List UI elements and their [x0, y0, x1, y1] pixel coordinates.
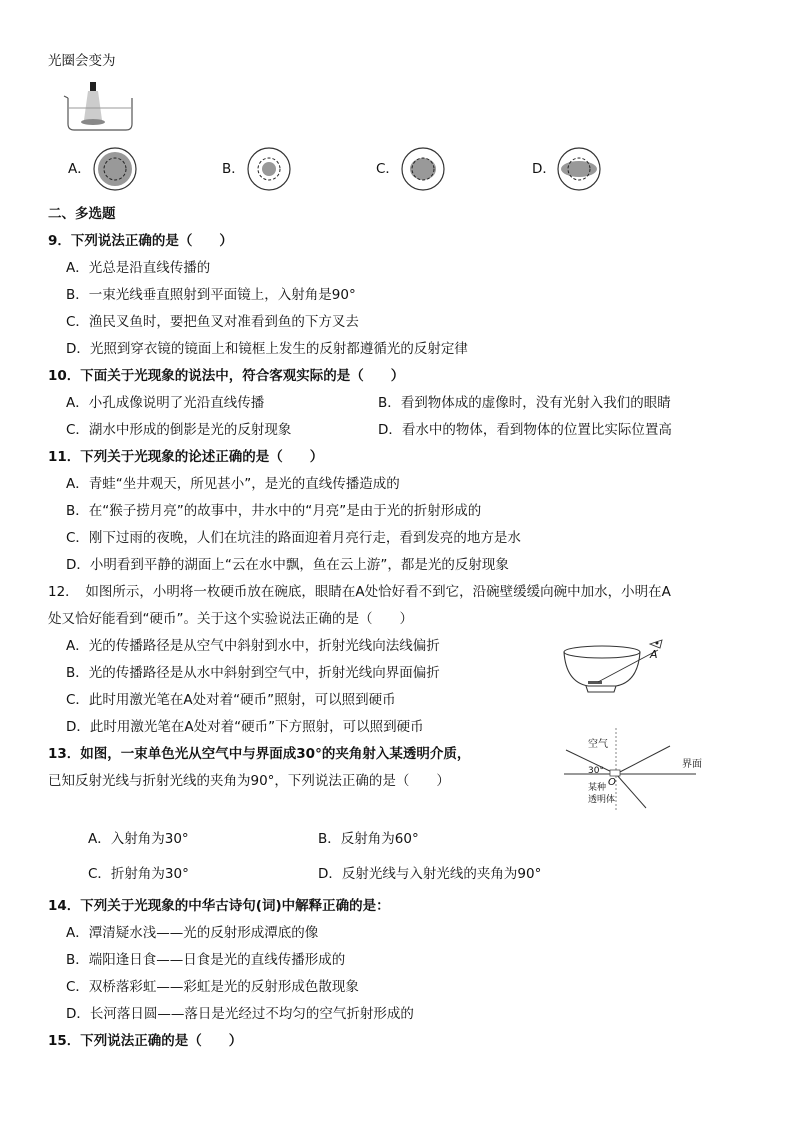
q12-option-a: A．光的传播路径是从空气中斜射到水中，折射光线向法线偏折: [66, 638, 440, 654]
q11-option-d: D．小明看到平静的湖面上“云在水中飘，鱼在云上游”，都是光的反射现象: [66, 557, 509, 573]
q9-option-b: B．一束光线垂直照射到平面镜上，入射角是90°: [66, 287, 356, 303]
aperture-option-d: [556, 146, 602, 192]
q10-stem: 10．下面关于光现象的说法中，符合客观实际的是（ ）: [48, 368, 405, 384]
q11-stem: 11．下列关于光现象的论述正确的是（ ）: [48, 449, 324, 465]
q15-stem: 15．下列说法正确的是（ ）: [48, 1033, 243, 1049]
q11-option-a: A．青蛙“坐井观天，所见甚小”，是光的直线传播造成的: [66, 476, 400, 492]
aperture-option-b: [246, 146, 292, 192]
option-label-a: A．: [68, 161, 91, 177]
q11-option-c: C．刚下过雨的夜晚，人们在坑洼的路面迎着月亮行走，看到发亮的地方是水: [66, 530, 521, 546]
aperture-option-c: [400, 146, 446, 192]
figure-label-angle: 30°: [588, 766, 604, 776]
q9-option-a: A．光总是沿直线传播的: [66, 260, 211, 276]
figure-label-point: O: [608, 777, 616, 788]
q14-option-d: D．长河落日圆——落日是光经过不均匀的空气折射形成的: [66, 1006, 414, 1022]
q12-option-c: C．此时用激光笔在A处对着“硬币”照射，可以照到硬币: [66, 692, 396, 708]
q14-option-a: A．潭清疑水浅——光的反射形成潭底的像: [66, 925, 319, 941]
q10-option-d: D．看水中的物体，看到物体的位置比实际位置高: [378, 422, 672, 438]
option-label-b: B．: [222, 161, 245, 177]
q14-stem: 14．下列关于光现象的中华古诗句(词)中解释正确的是：: [48, 898, 390, 914]
option-label-c: C．: [376, 161, 399, 177]
q14-option-b: B．端阳逢日食——日食是光的直线传播形成的: [66, 952, 346, 968]
bowl-coin-figure: [558, 632, 678, 694]
q13-option-d: D．反射光线与入射光线的夹角为90°: [318, 866, 542, 882]
figure-label-medium-1: 某种: [588, 783, 607, 793]
q13-stem-line2: 已知反射光线与折射光线的夹角为90°，下列说法正确的是（ ）: [48, 773, 450, 789]
q10-option-c: C．湖水中形成的倒影是光的反射现象: [66, 422, 292, 438]
q14-option-c: C．双桥落彩虹——彩虹是光的反射形成色散现象: [66, 979, 359, 995]
aperture-option-a: [92, 146, 138, 192]
q13-stem-line1: 13．如图，一束单色光从空气中与界面成30°的夹角射入某透明介质，: [48, 746, 471, 762]
beaker-lamp-figure: [64, 80, 136, 132]
q13-option-c: C．折射角为30°: [88, 866, 189, 882]
q12-option-b: B．光的传播路径是从水中斜射到空气中，折射光线向界面偏折: [66, 665, 440, 681]
figure-label-interface: 界面: [682, 759, 702, 770]
q13-option-a: A．入射角为30°: [88, 831, 189, 847]
figure-label-medium-2: 透明体: [588, 795, 616, 805]
q11-option-b: B．在“猴子捞月亮”的故事中，井水中的“月亮”是由于光的折射形成的: [66, 503, 482, 519]
q10-option-b: B．看到物体成的虚像时，没有光射入我们的眼睛: [378, 395, 671, 411]
q9-option-c: C．渔民叉鱼时，要把鱼叉对准看到鱼的下方叉去: [66, 314, 359, 330]
option-label-d: D．: [532, 161, 556, 177]
q12-stem-line1: 12． 如图所示，小明将一枚硬币放在碗底，眼睛在A处恰好看不到它，沿碗壁缓缓向碗中加水，小明在A: [48, 584, 671, 600]
figure-label-air: 空气: [588, 739, 608, 750]
q12-option-d: D．此时用激光笔在A处对着“硬币”下方照射，可以照到硬币: [66, 719, 424, 735]
section-title: 二、多选题: [48, 206, 116, 222]
question-lead-text: 光圈会变为: [48, 53, 116, 69]
q9-stem: 9．下列说法正确的是（ ）: [48, 233, 233, 249]
bowl-figure-label-a: A: [650, 648, 658, 661]
q13-option-b: B．反射角为60°: [318, 831, 419, 847]
q12-stem-line2: 处又恰好能看到“硬币”。关于这个实验说法正确的是（ ）: [48, 611, 413, 627]
q10-option-a: A．小孔成像说明了光沿直线传播: [66, 395, 265, 411]
q9-option-d: D．光照到穿衣镜的镜面上和镜框上发生的反射都遵循光的反射定律: [66, 341, 468, 357]
